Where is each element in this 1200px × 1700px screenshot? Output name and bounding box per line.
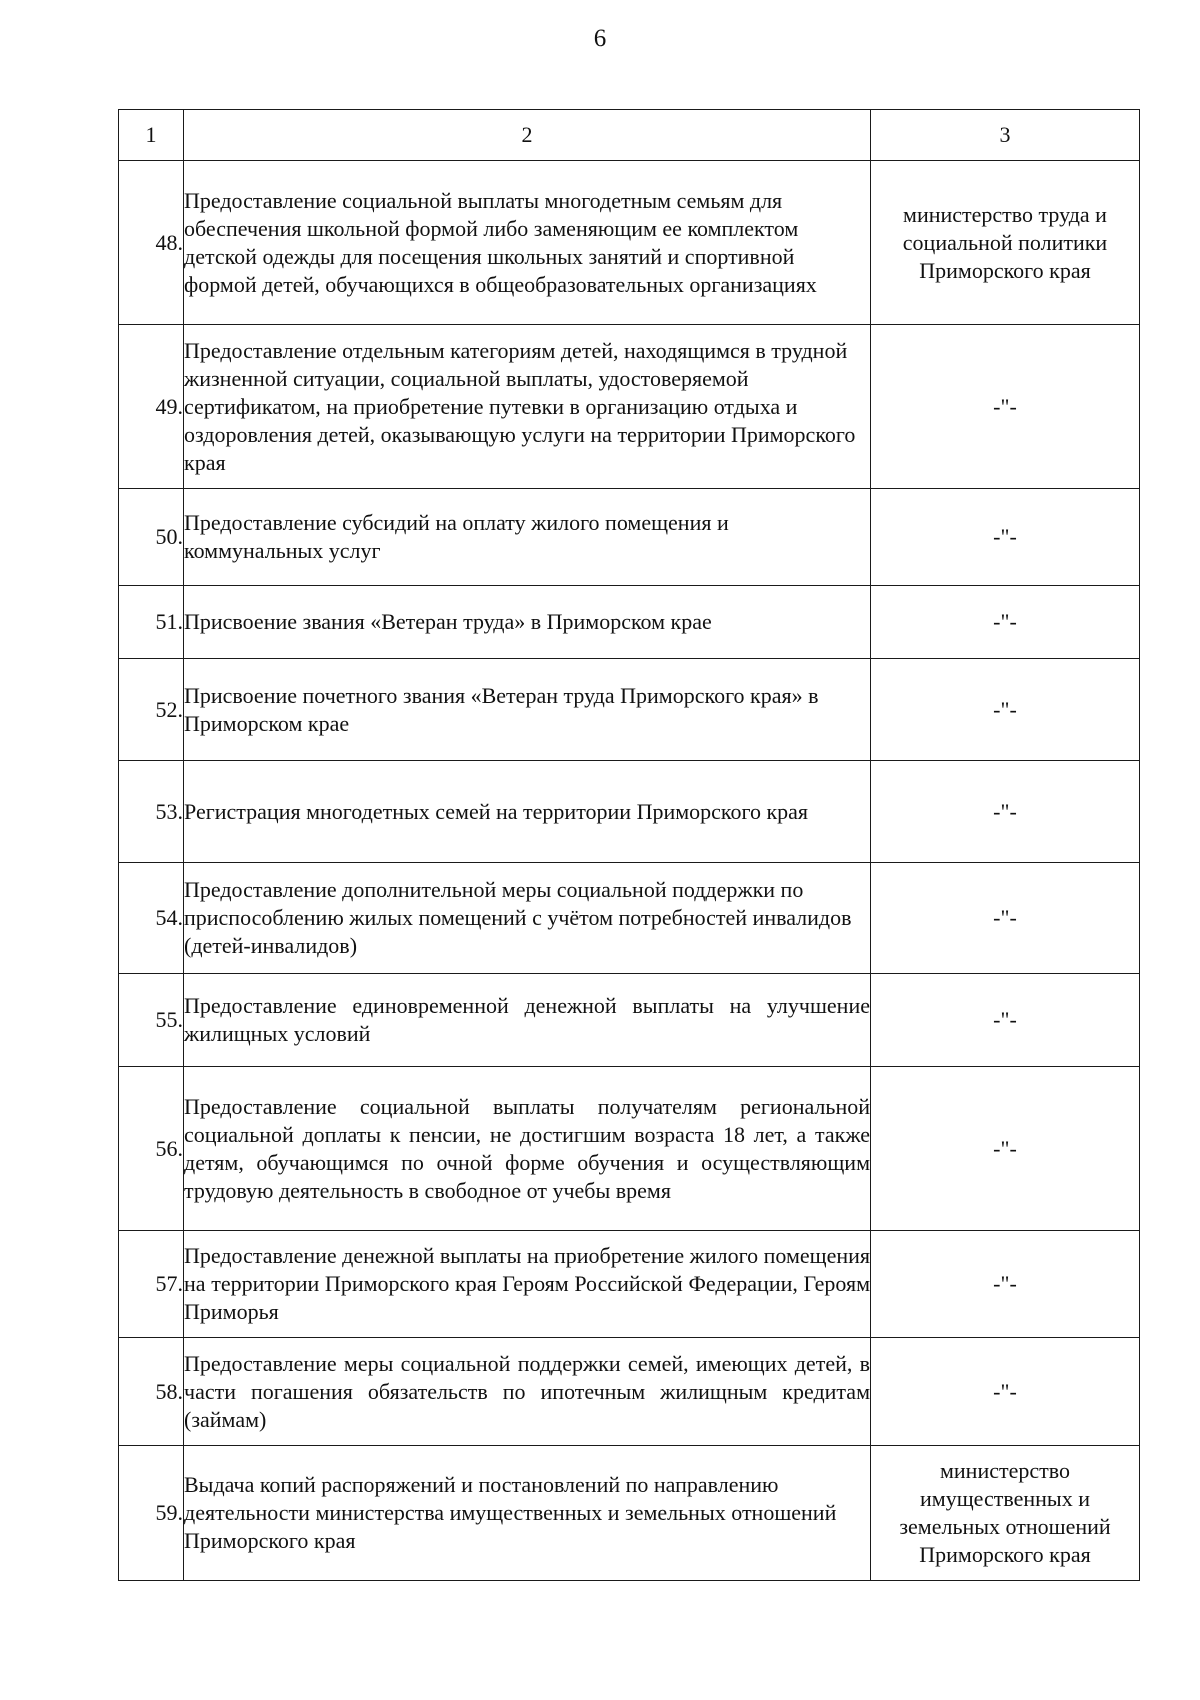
row-number: 50. (119, 489, 184, 586)
responsible-authority: -"- (871, 1338, 1140, 1446)
table-row (119, 761, 1140, 863)
responsible-authority: -"- (871, 863, 1140, 974)
table-row (119, 161, 1140, 325)
responsible-authority: -"- (871, 586, 1140, 659)
service-description: Присвоение звания «Ветеран труда» в Приморском крае (184, 586, 871, 659)
responsible-authority: -"- (871, 659, 1140, 761)
services-table (118, 109, 1140, 1581)
table-row (119, 974, 1140, 1067)
service-description: Предоставление денежной выплаты на приобретение жилого помещения на территории Приморского края Героям Российской Федерации, Героям Приморья (184, 1231, 871, 1338)
table-row (119, 1067, 1140, 1231)
row-number: 59. (119, 1446, 184, 1581)
row-number: 48. (119, 161, 184, 325)
responsible-authority: -"- (871, 489, 1140, 586)
service-description: Предоставление отдельным категориям детей, находящимся в трудной жизненной ситуации, социальной выплаты, удостоверяемой сертификатом, на приобретение путевки в организацию отдыха и оздоровления детей, оказывающую услуги на территории Приморского края (184, 325, 871, 489)
responsible-authority: -"- (871, 761, 1140, 863)
row-number: 58. (119, 1338, 184, 1446)
column-header-1: 1 (119, 110, 184, 161)
responsible-authority: министерство имущественных и земельных отношений Приморского края (871, 1446, 1140, 1581)
responsible-authority: -"- (871, 1231, 1140, 1338)
row-number: 55. (119, 974, 184, 1067)
service-description: Предоставление социальной выплаты получателям региональной социальной доплаты к пенсии, не достигшим возраста 18 лет, а также детям, обучающимся по очной форме обучения и осуществляющим трудовую деятельность в свободное от учебы время (184, 1067, 871, 1231)
page-number: 6 (593, 25, 607, 52)
service-description: Присвоение почетного звания «Ветеран труда Приморского края» в Приморском крае (184, 659, 871, 761)
row-number: 49. (119, 325, 184, 489)
table-row (119, 586, 1140, 659)
table-row (119, 1446, 1140, 1581)
service-description: Регистрация многодетных семей на территории Приморского края (184, 761, 871, 863)
service-description: Предоставление меры социальной поддержки семей, имеющих детей, в части погашения обязательств по ипотечным жилищным кредитам (займам) (184, 1338, 871, 1446)
row-number: 54. (119, 863, 184, 974)
table-row (119, 863, 1140, 974)
table-row (119, 1338, 1140, 1446)
table-row (119, 489, 1140, 586)
service-description: Предоставление дополнительной меры социальной поддержки по приспособлению жилых помещений с учётом потребностей инвалидов (детей-инвалидов) (184, 863, 871, 974)
table-header-row (119, 110, 1140, 161)
table-row (119, 659, 1140, 761)
column-header-3: 3 (871, 110, 1140, 161)
service-description: Предоставление социальной выплаты многодетным семьям для обеспечения школьной формой либо заменяющим ее комплектом детской одежды для посещения школьных занятий и спортивной формой детей, обучающихся в общеобразовательных организациях (184, 161, 871, 325)
service-description: Предоставление единовременной денежной выплаты на улучшение жилищных условий (184, 974, 871, 1067)
responsible-authority: -"- (871, 325, 1140, 489)
row-number: 56. (119, 1067, 184, 1231)
row-number: 51. (119, 586, 184, 659)
responsible-authority: -"- (871, 1067, 1140, 1231)
service-description: Выдача копий распоряжений и постановлений по направлению деятельности министерства имущественных и земельных отношений Приморского края (184, 1446, 871, 1581)
column-header-2: 2 (184, 110, 871, 161)
row-number: 53. (119, 761, 184, 863)
responsible-authority: -"- (871, 974, 1140, 1067)
table-row (119, 325, 1140, 489)
responsible-authority: министерство труда и социальной политики Приморского края (871, 161, 1140, 325)
service-description: Предоставление субсидий на оплату жилого помещения и коммунальных услуг (184, 489, 871, 586)
table-row (119, 1231, 1140, 1338)
row-number: 52. (119, 659, 184, 761)
row-number: 57. (119, 1231, 184, 1338)
